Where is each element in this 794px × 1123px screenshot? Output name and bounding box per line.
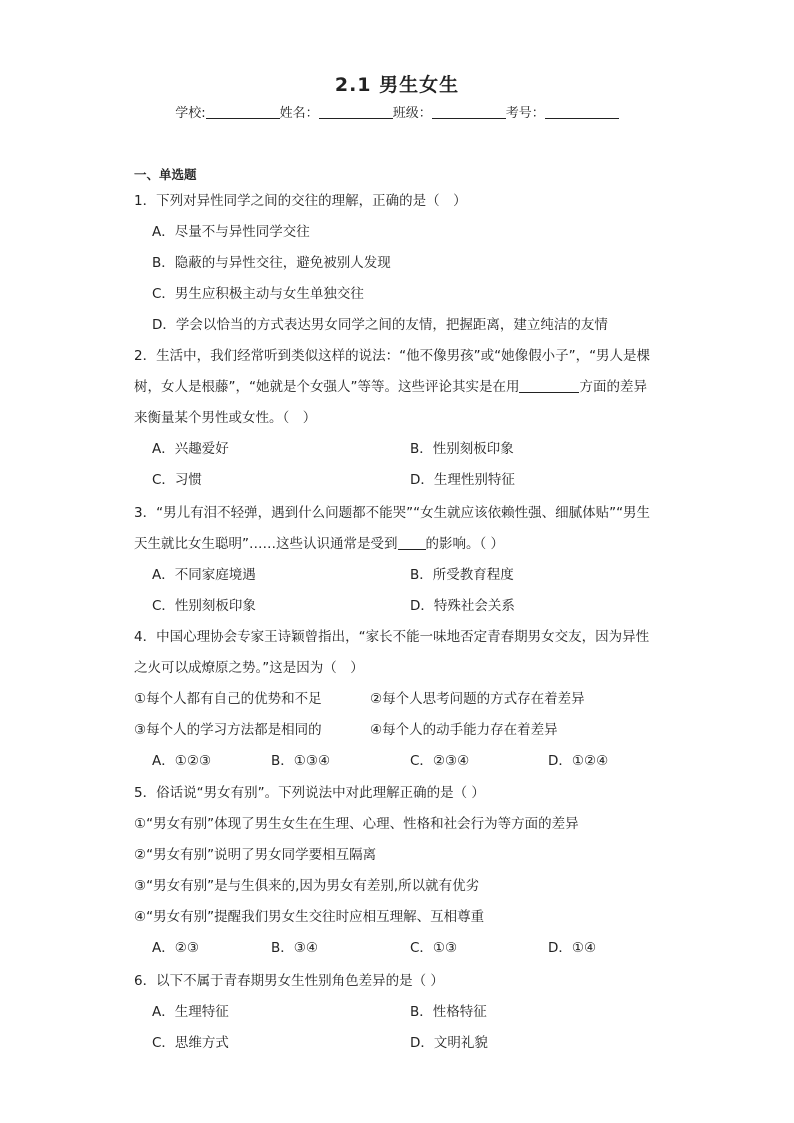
q2-option-b: B．性别刻板印象 <box>410 441 514 457</box>
page-title: 2.1 男生女生 <box>334 74 460 96</box>
q4-stem-line2: 之火可以成燎原之势。”这是因为（ ） <box>134 660 364 676</box>
q3-option-b: B．所受教育程度 <box>410 567 514 583</box>
q2-option-a: A．兴趣爱好 <box>152 441 229 457</box>
q1-option-b: B．隐蔽的与异性交往，避免被别人发现 <box>152 255 391 271</box>
q4-option-b: B．①③④ <box>271 753 331 769</box>
q4-stem-line1: 4．中国心理协会专家王诗颖曾指出，“家长不能一味地否定青春期男女交友，因为异性 <box>134 629 650 645</box>
q2-answer-blank <box>519 378 579 393</box>
q3-answer-blank <box>398 535 426 550</box>
q4-option-a: A．①②③ <box>152 753 212 769</box>
q5-option-d: D．①④ <box>548 940 597 956</box>
q3-option-c: C．性别刻板印象 <box>152 598 256 614</box>
number-blank[interactable] <box>545 105 619 119</box>
q4-option-d: D．①②④ <box>548 753 609 769</box>
q2-stem-line2-text: 树，女人是根藤”，“她就是个女强人”等等。这些评论其实是在用 <box>134 379 520 395</box>
q6-option-d: D．文明礼貌 <box>410 1035 488 1051</box>
q5-statement-2: ②“男女有别”说明了男女同学要相互隔离 <box>134 847 377 863</box>
q5-stem: 5．俗话说“男女有别”。下列说法中对此理解正确的是（ ） <box>134 785 485 801</box>
school-label: 学校: <box>175 106 206 121</box>
q3-stem-line1: 3．“男儿有泪不轻弹，遇到什么问题都不能哭”“女生就应该依赖性强、细腻体贴”“男生 <box>134 505 651 521</box>
section-heading: 一、单选题 <box>134 167 197 182</box>
q2-stem-line1: 2．生活中，我们经常听到类似这样的说法：“他不像男孩”或“她像假小子”，“男人是棵 <box>134 348 651 364</box>
q5-statement-3: ③“男女有别”是与生俱来的,因为男女有差别,所以就有优劣 <box>134 878 480 894</box>
name-label: 姓名： <box>279 106 319 121</box>
q3-stem-line2 <box>134 535 504 553</box>
q2-stem-line3: 来衡量某个男性或女性。（ ） <box>134 410 317 426</box>
q6-option-c: C．思维方式 <box>152 1035 229 1051</box>
q6-option-a: A．生理特征 <box>152 1004 229 1020</box>
q5-statement-4: ④“男女有别”提醒我们男女生交往时应相互理解、互相尊重 <box>134 909 485 925</box>
q4-statement-3: ③每个人的学习方法都是相同的 <box>134 722 322 738</box>
q2-stem-line2 <box>134 378 647 396</box>
q3-option-d: D．特殊社会关系 <box>410 598 515 614</box>
q5-option-a: A．②③ <box>152 940 199 956</box>
class-blank[interactable] <box>432 105 506 119</box>
q1-option-c: C．男生应积极主动与女生单独交往 <box>152 286 364 302</box>
q5-statement-1: ①“男女有别”体现了男生女生在生理、心理、性格和社会行为等方面的差异 <box>134 816 579 832</box>
q6-option-b: B．性格特征 <box>410 1004 487 1020</box>
q6-stem: 6．以下不属于青春期男女生性别角色差异的是（ ） <box>134 973 444 989</box>
q1-option-a: A．尽量不与异性同学交往 <box>152 224 310 240</box>
q4-statement-2: ②每个人思考问题的方式存在着差异 <box>370 691 585 707</box>
school-blank[interactable] <box>206 105 280 119</box>
q4-option-c: C．②③④ <box>410 753 470 769</box>
q3-stem-line2-text: 天生就比女生聪明”……这些认识通常是受到 <box>134 536 398 552</box>
q2-option-d: D．生理性别特征 <box>410 472 515 488</box>
name-blank[interactable] <box>319 105 393 119</box>
class-label: 班级： <box>392 106 432 121</box>
q2-option-c: C．习惯 <box>152 472 202 488</box>
number-label: 考号： <box>505 106 545 121</box>
q3-stem-line2-tail: 的影响。（ ） <box>425 536 505 552</box>
student-info-line <box>0 102 794 121</box>
q4-statement-4: ④每个人的动手能力存在着差异 <box>370 722 558 738</box>
q4-statement-1: ①每个人都有自己的优势和不足 <box>134 691 322 707</box>
q1-stem: 1．下列对异性同学之间的交往的理解，正确的是（ ） <box>134 193 467 209</box>
q2-stem-line2-tail: 方面的差异 <box>579 379 647 395</box>
q5-option-b: B．③④ <box>271 940 318 956</box>
q5-option-c: C．①③ <box>410 940 458 956</box>
q3-option-a: A．不同家庭境遇 <box>152 567 256 583</box>
q1-option-d: D．学会以恰当的方式表达男女同学之间的友情，把握距离，建立纯洁的友情 <box>152 317 608 333</box>
